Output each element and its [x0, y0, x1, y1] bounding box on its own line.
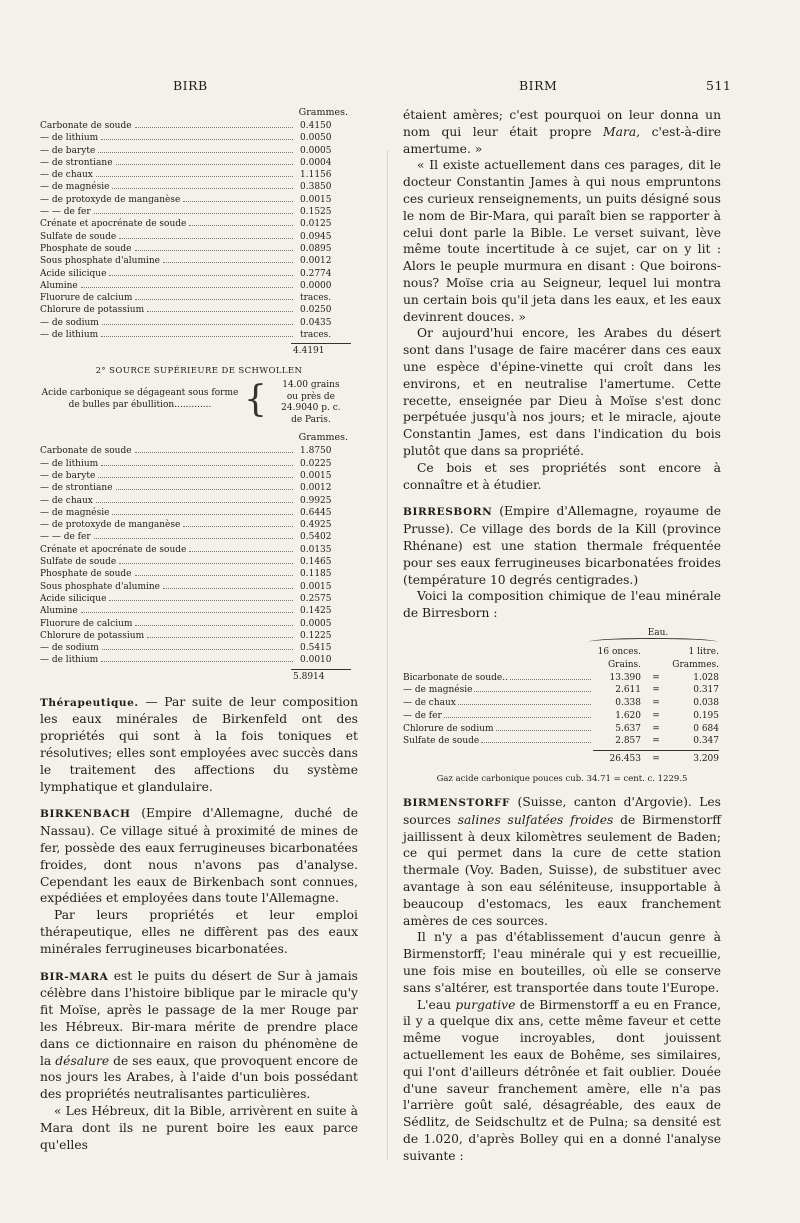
row-value: 0.2774: [300, 268, 332, 279]
row-value-grammes: 0.317: [693, 685, 719, 696]
table-row: [40, 206, 358, 218]
acid-values: [271, 380, 351, 426]
birm-p3-a: L'eau: [417, 997, 456, 1012]
row-value: 0.1185: [300, 569, 332, 580]
table-row: [40, 507, 358, 519]
water-table-units: [403, 659, 721, 672]
bible-quote-start: « Les Hébreux, dit la Bible, arrivèrent en suite à Mara dont ils ne purent boire les eaux parce qu'elles: [40, 1104, 358, 1152]
birkenbach-body: (Empire d'Allemagne, duché de Nassau). Ce village situé à proximité de mines de fer, possède des eaux ferrugineuses bicarbonatées froides, dont nous n'avons pas d'analyse. Cependant les eaux de Birkenbach sont connues, expédiées et employées dans toute l'Allemagne.: [40, 806, 358, 906]
row-label: — de lithium: [40, 330, 99, 341]
acid-label: [40, 380, 240, 426]
row-label: — de protoxyde de manganèse: [40, 194, 181, 205]
row-value: 1.8750: [300, 446, 332, 457]
row-label: Fluorure de calcium: [40, 618, 133, 629]
dot-leader: [135, 250, 294, 251]
row-value: 0.1425: [300, 606, 332, 617]
water-table-brace: [588, 638, 718, 646]
table-row: [403, 697, 721, 710]
row-label: — de lithium: [40, 133, 99, 144]
table-row: [40, 132, 358, 144]
equals-sign: =: [652, 698, 660, 709]
row-value: 0.9925: [300, 495, 332, 506]
row-label: — — de fer: [40, 207, 91, 218]
table2-total: 5.8914: [293, 671, 325, 682]
dot-leader: [96, 176, 293, 177]
table-row: [403, 684, 721, 697]
row-value-grammes: 0.347: [693, 736, 719, 747]
table-row: [40, 120, 358, 132]
dot-leader: [112, 514, 293, 515]
dot-leader: [98, 477, 293, 478]
equals-sign: =: [652, 685, 660, 696]
birmara-body-1: est le puits du désert de Sur à jamais célèbre dans l'histoire biblique par le miracle qu'y fit Moïse, après le passage de la mer Rouge par les Hébreux. Bir-mara mérite de prendre place dans ce dictionnaire en raison du phénomène de la: [40, 968, 358, 1068]
birmara-heading: BIR-MARA: [40, 970, 109, 983]
row-label: Crénate et apocrénate de soude: [40, 219, 187, 230]
dot-leader: [98, 152, 293, 153]
row-value-grammes: 1.028: [693, 672, 719, 683]
dot-leader: [135, 575, 294, 576]
dot-leader: [189, 225, 293, 226]
table-row: [40, 630, 358, 642]
row-label: Fluorure de calcium: [40, 293, 133, 304]
dot-leader: [183, 526, 293, 527]
dot-leader: [147, 311, 293, 312]
table-row: [40, 618, 358, 630]
row-label: Chlorure de sodium: [403, 723, 494, 734]
dot-leader: [112, 188, 293, 189]
dot-leader: [135, 299, 293, 300]
table2-unit-header: Grammes.: [298, 432, 348, 444]
table-row: [40, 145, 358, 157]
row-value: 0.0125: [300, 219, 332, 230]
table-row: [40, 292, 358, 304]
row-label: — de sodium: [40, 643, 99, 654]
therapeutique-body: — Par suite de leur composition les eaux minérales de Birkenfeld ont des propriétés qui sont à la fois toniques et résolutives; elles sont employées avec succès dans le traitement des affections du système lymphatique et glandulaire.: [40, 694, 358, 794]
table-row: [40, 519, 358, 531]
row-label: Phosphate de soude: [40, 243, 132, 254]
acid-value-2: ou près de: [286, 391, 335, 402]
dot-leader: [81, 612, 293, 613]
dot-leader: [119, 563, 293, 564]
row-value: 0.0435: [300, 317, 332, 328]
row-value: 0.0004: [300, 157, 332, 168]
equals-sign: =: [652, 710, 660, 721]
acid-value-1: 14.00 grains: [282, 380, 340, 391]
row-label: Carbonate de soude: [40, 446, 132, 457]
acid-value-3: 24.9040 p. c.: [281, 403, 341, 414]
table-row: [40, 218, 358, 230]
table-row: [40, 544, 358, 556]
row-value: 0.0250: [300, 305, 332, 316]
dot-leader: [81, 287, 293, 288]
row-value: 0.0015: [300, 470, 332, 481]
water-table-gas-line: Gaz acide carbonique pouces cub. 34.71 = cent. c. 1229.5: [436, 774, 688, 785]
row-label: Sulfate de soude: [40, 557, 117, 568]
row-value: 0.1225: [300, 630, 332, 641]
row-value: 0.2575: [300, 593, 332, 604]
row-value: traces.: [300, 293, 332, 304]
birmara-paragraph: [40, 968, 358, 1103]
row-value: 0.0010: [300, 655, 332, 666]
equals-sign: =: [652, 672, 660, 683]
water-table-col-heads: [403, 646, 721, 659]
birresborn-heading: BIRRESBORN: [403, 506, 493, 519]
dot-leader: [94, 213, 293, 214]
row-value: 0.0225: [300, 458, 332, 469]
row-value: 0.0135: [300, 544, 332, 555]
birresborn-paragraph-2: Voici la composition chimique de l'eau minérale de Birresborn :: [403, 589, 721, 621]
row-value: 0.4925: [300, 520, 332, 531]
row-label: — de strontiane: [40, 157, 113, 168]
row-label: — de strontiane: [40, 483, 113, 494]
table2-rows: [40, 445, 358, 666]
section2-title: 2° SOURCE SUPÉRIEURE DE SCHWOLLEN: [95, 366, 303, 377]
right-p1-b: c'est-à-dire amertume. »: [403, 124, 721, 156]
row-value-grains: 13.390: [609, 672, 641, 683]
dot-leader: [135, 625, 293, 626]
row-label: — de baryte: [40, 145, 96, 156]
row-value: 0.0015: [300, 194, 332, 205]
dot-leader: [147, 637, 293, 638]
row-value-grains: 1.620: [615, 710, 641, 721]
table-row: [40, 329, 358, 341]
birm-p3-b: de Birmenstorff a eu en France, il y a quelque dix ans, cette même faveur et cette même vogue incroyables, dont jouissent actuellement les eaux de Bohême, ses similaires, qui l'ont d'ailleurs détrônée et fait oublier. Douée d'une saveur franchement amère, elle n'a pas l'arrière goût salé, désagréable, des eaux de Sédlitz, de Seidschultz et de Pulna; sa densité est de 1.020, d'après Bolley qui en a donné l'analyse suivante :: [403, 997, 722, 1163]
row-value: traces.: [300, 330, 332, 341]
row-label: — de lithium: [40, 458, 99, 469]
table-row: [40, 445, 358, 457]
birmenstorff-body-b: de Birmenstorff jaillissent à deux kilomètres seulement de Baden; ce qui permet dans la cure de cette station thermale (Voy. Baden, Suisse), de substituer avec avantage à son eau séléniteuse, insupportable à beaucoup d'estomacs, les eaux franchement amères de ces sources.: [403, 812, 721, 928]
row-value: 0.5415: [300, 643, 332, 654]
table-row: [40, 593, 358, 605]
birmenstorff-italic: salines sulfatées froides: [457, 812, 614, 827]
dot-leader: [109, 275, 293, 276]
row-label: — de fer: [403, 710, 442, 721]
table-row: [40, 458, 358, 470]
table-row: [403, 672, 721, 685]
row-label: — de magnésie: [403, 685, 473, 696]
right-column: [403, 107, 721, 1165]
table-row: [40, 194, 358, 206]
dot-leader: [135, 127, 293, 128]
table-row: [40, 317, 358, 329]
birkenbach-heading: BIRKENBACH: [40, 808, 131, 821]
acid-label-line2: de bulles par ébullition.............: [68, 399, 212, 410]
row-label: — de protoxyde de manganèse: [40, 520, 181, 531]
birmara-body-2: de ses eaux, que provoquent encore de nos jours les Arabes, à l'aide d'un bois possédant des propriétés neutralisantes particulières.: [40, 1053, 358, 1102]
table1-total: 4.4191: [293, 346, 325, 357]
right-p1-italic: Mara,: [603, 124, 641, 139]
row-label: — de chaux: [40, 495, 93, 506]
birmenstorff-paragraph: [403, 794, 721, 929]
dot-leader: [189, 551, 293, 552]
dot-leader: [109, 600, 293, 601]
birmenstorff-body-a: (Suisse, canton d'Argovie). Les sources: [403, 795, 721, 827]
row-value: 0.0005: [300, 618, 332, 629]
dot-leader: [101, 139, 293, 140]
row-label: Sous phosphate d'alumine: [40, 256, 160, 267]
birkenbach-paragraph: [40, 805, 358, 907]
dot-leader: [444, 717, 591, 718]
table-row: [40, 243, 358, 255]
column-divider: [387, 150, 388, 1160]
table-row: [40, 231, 358, 243]
right-paragraph-3: Or aujourd'hui encore, les Arabes du désert sont dans l'usage de faire macérer dans ces eaux une espèce d'épine-vinette qui croît dans les environs, et en neutralise l'amertume. Cette recette, enseignée par Dieu à Moïse s'est donc perpétuée jusqu'à nos jours; et le miracle, ajoute Constantin James, est dans l'indication du bois plutôt que dans sa propriété.: [403, 326, 721, 458]
dot-leader: [481, 742, 591, 743]
birkenbach-paragraph-2: Par leurs propriétés et leur emploi thérapeutique, elles ne diffèrent pas des eaux minérales ferrugineuses bicarbonatées.: [40, 908, 358, 956]
row-label: Carbonate de soude: [40, 121, 132, 131]
birresborn-body: (Empire d'Allemagne, royaume de Prusse). Ce village des bords de la Kill (province Rhénane) est une station thermale fréquentée pour ses eaux ferrugineuses bicarbonatées froides (température 10 degrés centigrades.): [403, 504, 721, 587]
water-table-col1-head: 16 onces.: [597, 646, 641, 657]
dot-leader: [119, 238, 293, 239]
row-value: 0.6445: [300, 507, 332, 518]
table-row: [40, 169, 358, 181]
right-paragraph-2: « Il existe actuellement dans ces parages, dit le docteur Constantin James à qui nous empruntons ces curieux renseignements, un puits désigné sous le nom de Bir-Mara, qui paraît bien se rapporter à celui dont parle la Bible. Le verset suivant, lève même toute incertitude à ce sujet, car on y lit : Alors le peuple murmura en disant : Que boirons-nous? Moïse cria au Seigneur, lequel lui montra un certain bois qu'il jeta dans les eaux, et les eaux devinrent douces. »: [403, 158, 721, 324]
row-value: 0.0895: [300, 243, 332, 254]
birmenstorff-paragraph-3: [403, 997, 721, 1165]
running-head-center: BIRM: [519, 78, 558, 93]
row-label: Alumine: [40, 280, 78, 291]
row-value: 0.0012: [300, 256, 332, 267]
water-table-total-eq: =: [652, 754, 660, 765]
row-label: Bicarbonate de soude..: [403, 672, 508, 683]
acid-block: [40, 380, 358, 426]
dot-leader: [96, 502, 293, 503]
birresborn-paragraph: [403, 503, 721, 588]
birmenstorff-paragraph-2: Il n'y a pas d'établissement d'aucun genre à Birmenstorff; l'eau minérale qui y est recueillie, une fois mise en bouteilles, où elle se conserve sans s'altérer, est transportée dans toute l'Europe.: [403, 930, 721, 995]
left-column: [40, 107, 358, 1153]
water-table-total-rule: [593, 750, 719, 751]
dot-leader: [496, 730, 591, 731]
birmara-italic: désalure: [55, 1053, 110, 1068]
table-row: [40, 495, 358, 507]
row-label: Phosphate de soude: [40, 569, 132, 580]
row-label: Alumine: [40, 606, 78, 617]
water-table-total-b: 3.209: [693, 754, 719, 765]
brace-glyph: {: [244, 379, 267, 421]
table-row: [40, 470, 358, 482]
row-value-grains: 5.637: [615, 723, 641, 734]
row-value: 0.1465: [300, 557, 332, 568]
row-label: — de magnésie: [40, 182, 110, 193]
dot-leader: [101, 336, 293, 337]
row-label: Chlorure de potassium: [40, 630, 145, 641]
dot-leader: [116, 489, 293, 490]
row-label: Sulfate de soude: [403, 736, 480, 747]
row-value: 0.5402: [300, 532, 332, 543]
row-value-grammes: 0.195: [693, 710, 719, 721]
row-label: — de sodium: [40, 317, 99, 328]
birmenstorff-heading: BIRMENSTORFF: [403, 797, 511, 810]
table-row: [40, 531, 358, 543]
acid-value-4: de Paris.: [291, 414, 331, 425]
row-label: — de chaux: [40, 170, 93, 181]
row-value-grammes: 0.038: [693, 698, 719, 709]
row-label: Sulfate de soude: [40, 231, 117, 242]
equals-sign: =: [652, 736, 660, 747]
row-label: Acide silicique: [40, 268, 107, 279]
table1-unit-header: Grammes.: [298, 107, 348, 118]
table-row: [40, 642, 358, 654]
table-row: [40, 581, 358, 593]
birresborn-table: [403, 628, 721, 784]
row-value: 0.4150: [300, 121, 332, 131]
water-table-rows: [403, 672, 721, 749]
row-value: 0.3850: [300, 182, 332, 193]
water-table-col1-unit: Grains.: [607, 659, 641, 670]
acid-label-line1: Acide carbonique se dégageant sous forme: [41, 388, 239, 399]
dot-leader: [163, 588, 293, 589]
row-label: Acide silicique: [40, 593, 107, 604]
dot-leader: [135, 452, 293, 453]
right-paragraph-4: Ce bois et ses propriétés sont encore à connaître et à étudier.: [403, 460, 721, 492]
water-table-col2-head: 1 litre.: [688, 646, 719, 657]
right-paragraph-1: [403, 107, 721, 157]
row-label: — de lithium: [40, 655, 99, 666]
table-row: [403, 723, 721, 736]
table1-rows: [40, 120, 358, 341]
birm-p3-italic: purgative: [455, 997, 516, 1012]
dot-leader: [101, 661, 293, 662]
row-label: — de chaux: [403, 698, 456, 709]
dot-leader: [163, 262, 293, 263]
row-label: Chlorure de potassium: [40, 305, 145, 316]
therapeutique-heading: Thérapeutique.: [40, 696, 139, 709]
dot-leader: [101, 465, 293, 466]
water-table-col2-unit: Grammes.: [672, 659, 719, 670]
row-value: 0.0005: [300, 145, 332, 156]
row-value: 1.1156: [300, 170, 332, 181]
table-row: [403, 710, 721, 723]
table-row: [40, 568, 358, 580]
row-label: — de magnésie: [40, 507, 110, 518]
table-row: [40, 280, 358, 292]
row-value: 0.0015: [300, 581, 332, 592]
dot-leader: [458, 704, 591, 705]
row-label: Sous phosphate d'alumine: [40, 581, 160, 592]
table-row: [403, 735, 721, 748]
row-label: — de baryte: [40, 470, 96, 481]
equals-sign: =: [652, 723, 660, 734]
row-value: 0.0000: [300, 280, 332, 291]
table-row: [40, 268, 358, 280]
row-value-grains: 2.611: [615, 685, 641, 696]
dot-leader: [183, 201, 293, 202]
table-row: [40, 304, 358, 316]
table-row: [40, 654, 358, 666]
row-value: 0.0050: [300, 133, 332, 144]
row-value: 0.1525: [300, 207, 332, 218]
therapeutique-paragraph: [40, 694, 358, 796]
water-table-total: [403, 753, 721, 766]
table-row: [40, 482, 358, 494]
table-row: [40, 605, 358, 617]
row-value: 0.0012: [300, 483, 332, 494]
table-row: [40, 181, 358, 193]
page-number: 511: [706, 78, 732, 93]
table-row: [40, 255, 358, 267]
row-label: Crénate et apocrénate de soude: [40, 544, 187, 555]
row-value-grains: 2.857: [615, 736, 641, 747]
dot-leader: [474, 691, 591, 692]
row-value: 0.0945: [300, 231, 332, 242]
dot-leader: [94, 538, 293, 539]
right-p1-a: étaient amères; c'est pourquoi on leur donna un nom qui leur était propre: [403, 108, 721, 139]
water-table-eau-label: Eau.: [647, 627, 669, 638]
running-head-left: BIRB: [173, 78, 208, 93]
row-value-grains: 0.338: [615, 698, 641, 709]
row-value-grammes: 0 684: [693, 723, 719, 734]
table-row: [40, 556, 358, 568]
dot-leader: [102, 649, 293, 650]
row-label: — — de fer: [40, 532, 91, 543]
dot-leader: [102, 324, 293, 325]
table-row: [40, 157, 358, 169]
dot-leader: [510, 679, 591, 680]
water-table-total-a: 26.453: [609, 754, 641, 765]
dot-leader: [116, 164, 293, 165]
